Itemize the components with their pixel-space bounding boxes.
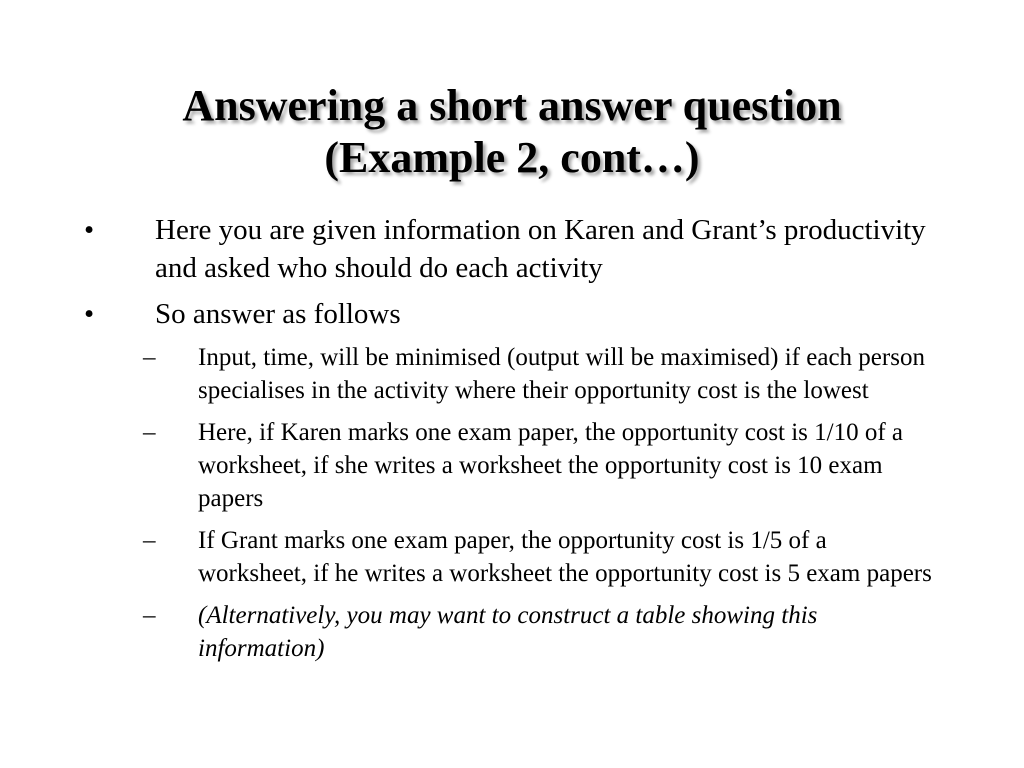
sub-bullet-item	[0, 416, 1024, 515]
bullet-marker: •	[84, 214, 95, 246]
sub-bullet-text: Input, time, will be minimised (output will be maximised) if each person specialises in the activity where their opportunity cost is the lowest	[198, 344, 925, 404]
sub-bullet-text: If Grant marks one exam paper, the opportunity cost is 1/5 of a worksheet, if he writes a worksheet the opportunity cost is 5 exam papers	[198, 527, 932, 587]
sub-bullet-marker: –	[143, 602, 156, 629]
bullet-marker: •	[84, 298, 95, 330]
title-line-1: Answering a short answer question	[182, 81, 842, 130]
sub-bullet-marker: –	[143, 419, 156, 446]
bullet-text: So answer as follows	[155, 298, 401, 330]
title-line-2: (Example 2, cont…)	[324, 133, 700, 182]
sub-bullet-text: (Alternatively, you may want to construct a table showing this information)	[198, 602, 818, 662]
sub-bullet-item	[0, 524, 1024, 590]
bullet-item	[0, 295, 1024, 333]
slide-title	[60, 80, 964, 184]
bullet-text: Here you are given information on Karen and Grant’s productivity and asked who should do each activity	[155, 214, 926, 284]
sub-bullet-marker: –	[143, 344, 156, 371]
slide-body	[0, 211, 1024, 674]
sub-bullet-item	[0, 341, 1024, 407]
bullet-item	[0, 211, 1024, 287]
sub-bullet-marker: –	[143, 527, 156, 554]
sub-bullet-text: Here, if Karen marks one exam paper, the opportunity cost is 1/10 of a worksheet, if she writes a worksheet the opportunity cost is 10 exam papers	[198, 419, 904, 512]
sub-bullet-item	[0, 599, 1024, 665]
